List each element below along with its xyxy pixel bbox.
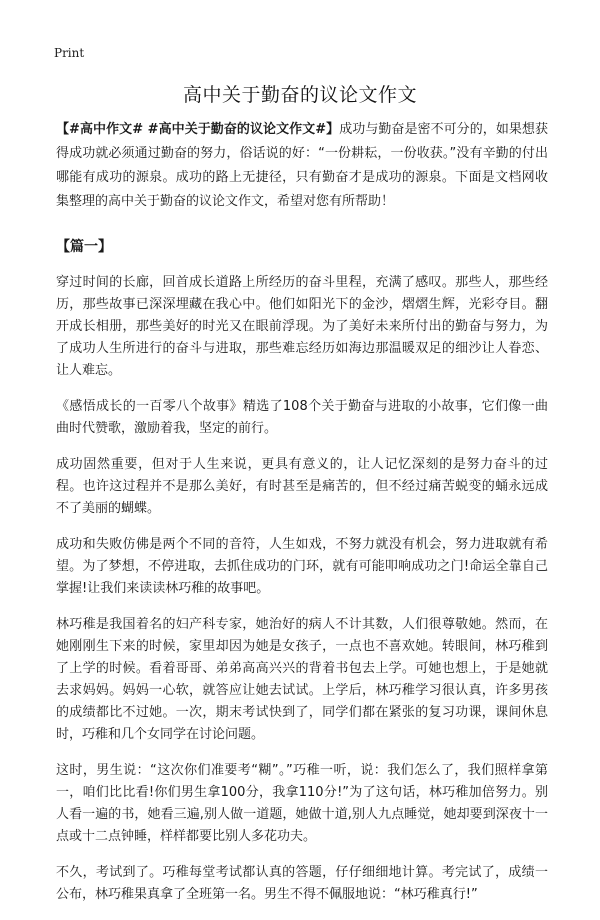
paragraph-2: 《感悟成长的一百零八个故事》精选了108个关于勤奋与进取的小故事，它们像一曲曲时代赞歌，激励着我，坚定的前行。 <box>56 399 548 436</box>
intro-paragraph <box>56 118 548 214</box>
print-link[interactable]: Print <box>54 46 85 60</box>
intro-tag: 【#高中作文# #高中关于勤奋的议论文作文#】 <box>56 122 340 137</box>
paragraph-6: 这时，男生说：“这次你们准要考“糊”。”巧稚一听，说：我们怎么了，我们照样拿第一，咱们比比看!你们男生拿100分，我拿110分!”为了这句话，林巧稚加倍努力。别人看一遍的书，她看三遍,别人做一道题，她做十道,别人九点睡觉，她却要到深夜十一点或十二点钟睡，样样都要比别人多花功夫。 <box>56 763 548 844</box>
paragraph-7: 不久，考试到了。巧稚每堂考试都认真的答题，仔仔细细地计算。考完试了，成绩一公布，林巧稚果真拿了全班第一名。男生不得不佩服地说：“林巧稚真行!” <box>56 865 548 902</box>
paragraph-4: 成功和失败仿佛是两个不同的音符，人生如戏，不努力就没有机会，努力进取就有希望。为了梦想，不停进取，去抓住成功的门环，就有可能叩响成功之门!命运全靠自己掌握!让我们来读读林巧稚的故事吧。 <box>56 537 548 596</box>
article-body <box>56 118 548 920</box>
section-heading: 【篇一】 <box>56 239 112 255</box>
paragraph-5: 林巧稚是我国着名的妇产科专家，她治好的病人不计其数，人们很尊敬她。然而，在她刚刚生下来的时候，家里却因为她是女孩子，一点也不喜欢她。转眼间，林巧稚到了上学的时候。看着哥哥、弟弟高高兴兴的背着书包去上学。可她也想上，于是她就去求妈妈。妈妈一心软，就答应让她去试试。上学后，林巧稚学习很认真，许多男孩的成绩都比不过她。一次，期末考试快到了，同学们都在紧张的复习功课，课间休息时，巧稚和几个女同学在讨论问题。 <box>56 617 548 742</box>
page-title: 高中关于勤奋的议论文作文 <box>182 84 417 106</box>
paragraph-1: 穿过时间的长廊，回首成长道路上所经历的奋斗里程，充满了感叹。那些人，那些经历，那些故事已深深埋藏在我心中。他们如阳光下的金沙，熠熠生辉，光彩夺目。翻开成长相册，那些美好的时光又在眼前浮现。为了美好未来所付出的勤奋与努力，为了成功人生所进行的奋斗与进取，那些难忘经历如海边那温暖双足的细沙让人眷恋、让人难忘。 <box>56 275 548 378</box>
paragraph-3: 成功固然重要，但对于人生来说，更具有意义的，让人记忆深刻的是努力奋斗的过程。也许这过程并不是那么美好，有时甚至是痛苦的，但不经过痛苦蜕变的蛹永远成不了美丽的蝴蝶。 <box>56 457 548 516</box>
intro-text: 成功与勤奋是密不可分的，如果想获得成功就必须通过勤奋的努力，俗话说的好：“一份耕耘，一份收获。”没有辛勤的付出哪能有成功的源泉。成功的路上无捷径，只有勤奋才是成功的源泉。下面是文档网收集整理的高中关于勤奋的议论文作文，希望对您有所帮助！ <box>56 122 548 209</box>
